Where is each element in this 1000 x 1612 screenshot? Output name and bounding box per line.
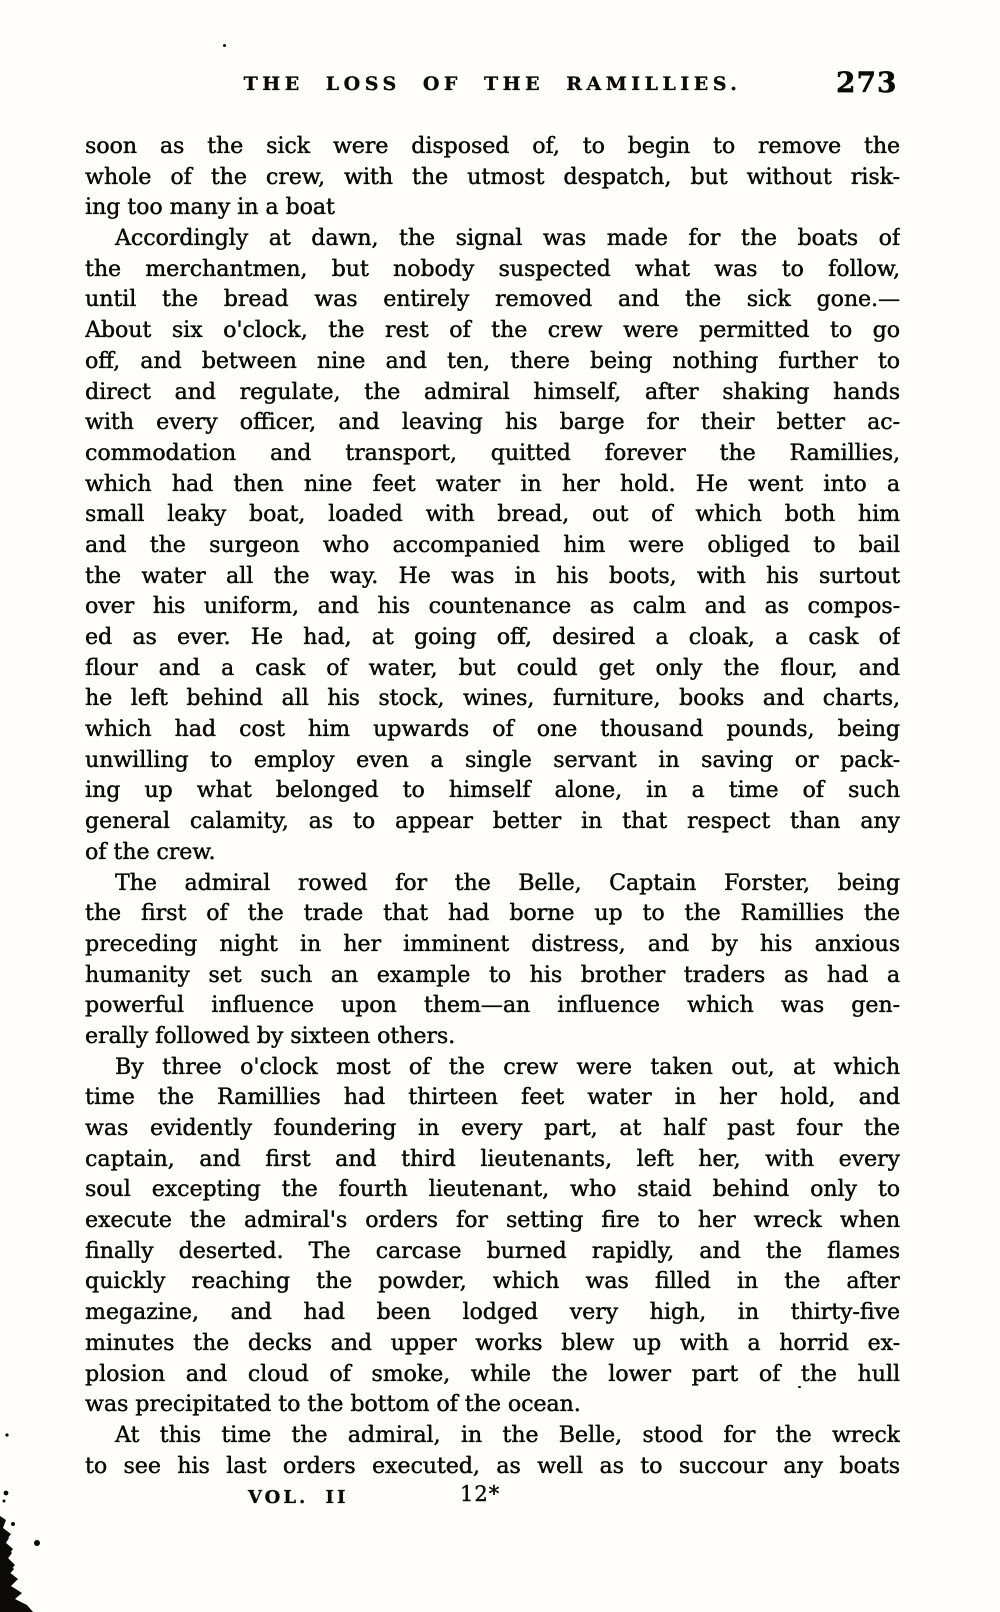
text-line: plosion and cloud of smoke, while the lower part of the hull: [85, 1361, 900, 1387]
text-line: powerful influence upon them—an influence which was gen-: [85, 993, 900, 1019]
text-line: until the bread was entirely removed and the sick gone.—: [85, 287, 900, 313]
body-text: [85, 132, 900, 1482]
running-title: THE LOSS OF THE RAMILLIES.: [243, 73, 742, 95]
text-line: and the surgeon who accompanied him were obliged to bail: [85, 532, 900, 558]
text-line: direct and regulate, the admiral himself, after shaking hands: [85, 379, 900, 405]
text-line: execute the admiral's orders for setting fire to her wreck when: [85, 1208, 900, 1234]
text-line: ing up what belonged to himself alone, in a time of such: [85, 778, 900, 804]
ink-speck: [223, 44, 226, 47]
text-line: The admiral rowed for the Belle, Captain Forster, being: [115, 870, 900, 896]
text-line: was precipitated to the bottom of the ocean.: [85, 1392, 581, 1418]
ink-smudge: [0, 1420, 60, 1612]
text-line: was evidently foundering in every part, at half past four the: [85, 1116, 900, 1141]
text-line: commodation and transport, quitted forever the Ramillies,: [85, 440, 900, 466]
text-line: captain, and first and third lieutenants, left her, with every: [85, 1146, 900, 1172]
text-line: which had then nine feet water in her hold. He went into a: [85, 471, 900, 497]
text-line: general calamity, as to appear better in that respect than any: [85, 809, 900, 835]
text-line: humanity set such an example to his brother traders as had a: [85, 962, 900, 988]
text-line: Accordingly at dawn, the signal was made for the boats of: [115, 226, 900, 252]
text-line: whole of the crew, with the utmost despatch, but without risk-: [85, 164, 900, 190]
ink-speck: [798, 1386, 801, 1388]
text-line: he left behind all his stock, wines, furniture, books and charts,: [85, 686, 900, 712]
text-line: minutes the decks and upper works blew up with a horrid ex-: [85, 1330, 900, 1356]
text-line: the water all the way. He was in his boots, with his surtout: [85, 563, 900, 589]
volume-label: VOL. II: [248, 1487, 349, 1508]
signature-mark: 12*: [460, 1482, 501, 1506]
text-line: At this time the admiral, in the Belle, stood for the wreck: [115, 1422, 900, 1448]
text-line: megazine, and had been lodged very high, in thirty-five: [85, 1300, 900, 1326]
page-number: 273: [836, 66, 898, 99]
text-line: soul excepting the fourth lieutenant, who staid behind only to: [85, 1177, 900, 1203]
text-line: to see his last orders executed, as well as to succour any boats: [85, 1453, 900, 1479]
text-line: finally deserted. The carcase burned rapidly, and the flames: [85, 1238, 900, 1264]
text-line: over his uniform, and his countenance as calm and as compos-: [85, 594, 900, 620]
text-line: About six o'clock, the rest of the crew were permitted to go: [85, 318, 900, 344]
text-line: time the Ramillies had thirteen feet water in her hold, and: [85, 1085, 900, 1111]
text-line: unwilling to employ even a single servant in saving or pack-: [85, 747, 900, 773]
text-line: erally followed by sixteen others.: [85, 1023, 456, 1049]
text-line: flour and a cask of water, but could get only the flour, and: [85, 655, 900, 681]
text-line: of the crew.: [85, 839, 216, 865]
text-line: small leaky boat, loaded with bread, out of which both him: [85, 502, 900, 528]
text-line: the merchantmen, but nobody suspected what was to follow,: [85, 256, 900, 282]
text-line: soon as the sick were disposed of, to begin to remove the: [85, 134, 900, 159]
text-line: off, and between nine and ten, there being nothing further to: [85, 348, 900, 374]
text-line: ing too many in a boat: [85, 195, 335, 221]
text-line: which had cost him upwards of one thousand pounds, being: [85, 717, 900, 743]
text-line: with every officer, and leaving his barge for their better ac-: [85, 410, 900, 436]
text-line: the first of the trade that had borne up to the Ramillies the: [85, 901, 900, 927]
text-line: By three o'clock most of the crew were taken out, at which: [115, 1054, 900, 1080]
text-line: ed as ever. He had, at going off, desired a cloak, a cask of: [85, 625, 900, 650]
text-line: preceding night in her imminent distress, and by his anxious: [85, 931, 900, 957]
text-line: quickly reaching the powder, which was filled in the after: [85, 1269, 900, 1295]
